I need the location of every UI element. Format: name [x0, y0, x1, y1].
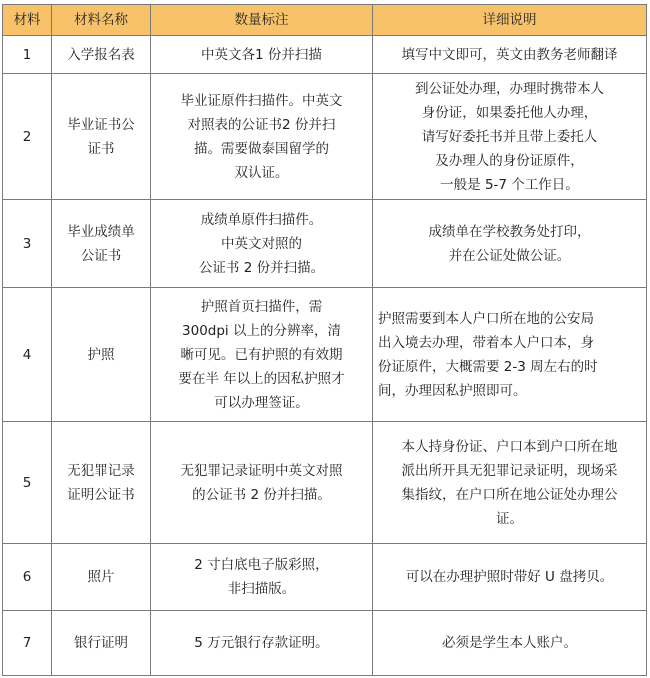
row-number: 4 [3, 288, 52, 422]
material-name-cell-line: 入学报名表 [67, 46, 135, 63]
detail-cell-line: 填写中文即可，英文由教务老师翻译 [401, 46, 618, 63]
quantity-note-cell-line: 可以办理签证。 [214, 394, 309, 411]
quantity-note-cell [151, 36, 373, 74]
detail-cell-line: 并在公证处做公证。 [448, 247, 571, 264]
row-number: 3 [3, 200, 52, 288]
quantity-note-cell-line: 公证书 2 份并扫描。 [198, 259, 325, 276]
quantity-note-cell [151, 288, 373, 422]
row-number: 2 [3, 74, 52, 200]
quantity-note-cell-line: 非扫描版。 [227, 581, 296, 597]
detail-cell-line: 本人持身份证、户口本到户口所在地 [401, 438, 618, 455]
header-no: 材料 [3, 5, 52, 36]
material-name-cell-line: 照片 [87, 569, 115, 585]
detail-cell-line: 护照需要到本人户口所在地的公安局 [378, 310, 594, 327]
material-name-cell-line: 毕业证书公 [67, 116, 135, 133]
quantity-note-cell-line: 5 万元银行存款证明。 [194, 635, 329, 651]
material-name-cell [52, 288, 151, 422]
quantity-note-cell [151, 200, 373, 288]
detail-cell [373, 74, 647, 200]
material-name-cell [52, 544, 151, 611]
table-row [3, 288, 647, 422]
detail-cell-line: 集指纹，在户口所在地公证处办理公 [401, 486, 618, 503]
quantity-note-cell-line: 毕业证原件扫描件。中英文 [180, 92, 343, 109]
table-row [3, 36, 647, 74]
quantity-note-cell-line: 成绩单原件扫描件。 [200, 211, 323, 228]
quantity-note-cell-line: 的公证书 2 份并扫描。 [192, 486, 331, 503]
table-header-row [3, 5, 647, 36]
quantity-note-cell-line: 要在半 年以上的因私护照才 [178, 370, 345, 387]
detail-cell-line: 成绩单在学校教务处打印， [428, 223, 591, 240]
material-name-cell-line: 无犯罪记录 [67, 462, 135, 479]
detail-cell [373, 422, 647, 544]
quantity-note-cell-line: 晰可见。已有护照的有效期 [180, 346, 343, 363]
detail-cell-line: 到公证处办理，办理时携带本人 [415, 80, 604, 97]
row-number: 6 [3, 544, 52, 611]
material-name-cell-line: 毕业成绩单 [67, 223, 135, 240]
quantity-note-cell-line: 中英文对照的 [221, 235, 302, 252]
row-number: 7 [3, 611, 52, 676]
material-name-cell [52, 74, 151, 200]
material-name-cell-line: 护照 [87, 346, 115, 363]
quantity-note-cell-line: 护照首页扫描件，需 [200, 298, 323, 315]
detail-cell-line: 必须是学生本人账户。 [442, 635, 577, 651]
table-row [3, 422, 647, 544]
detail-cell-line: 间，办理因私护照即可。 [378, 382, 527, 399]
material-name-cell [52, 422, 151, 544]
material-name-cell-line: 公证书 [80, 247, 122, 264]
material-name-cell-line: 证书 [87, 140, 115, 157]
quantity-note-cell-line: 中英文各1 份并扫描 [201, 46, 322, 63]
material-name-cell-line: 银行证明 [74, 635, 128, 651]
header-qty: 数量标注 [151, 5, 373, 36]
detail-cell [373, 200, 647, 288]
detail-cell [373, 288, 647, 422]
material-name-cell [52, 611, 151, 676]
detail-cell-line: 请写好委托书并且带上委托人 [421, 128, 598, 145]
table-row [3, 544, 647, 611]
detail-cell-line: 派出所开具无犯罪记录证明，现场采 [401, 462, 618, 479]
detail-cell-line: 身份证，如果委托他人办理， [421, 104, 598, 121]
table-row [3, 74, 647, 200]
quantity-note-cell-line: 对照表的公证书2 份并扫 [187, 116, 336, 133]
materials-table [2, 4, 647, 676]
detail-cell [373, 611, 647, 676]
detail-cell-line: 出入境去办理，带着本人户口本，身 [378, 334, 594, 351]
quantity-note-cell-line: 无犯罪记录证明中英文对照 [180, 462, 343, 479]
row-number: 5 [3, 422, 52, 544]
detail-cell [373, 544, 647, 611]
table-row [3, 200, 647, 288]
quantity-note-cell-line: 300dpi 以上的分辨率，清 [182, 322, 341, 339]
table-row [3, 611, 647, 676]
detail-cell-line: 一般是 5-7 个工作日。 [440, 176, 579, 193]
quantity-note-cell-line: 描。需要做泰国留学的 [194, 140, 329, 157]
quantity-note-cell-line: 双认证。 [234, 164, 289, 181]
header-name: 材料名称 [52, 5, 151, 36]
quantity-note-cell [151, 74, 373, 200]
quantity-note-cell [151, 544, 373, 611]
detail-cell [373, 36, 647, 74]
quantity-note-cell [151, 611, 373, 676]
detail-cell-line: 及办理人的身份证原件， [435, 152, 584, 169]
row-number: 1 [3, 36, 52, 74]
detail-cell-line: 可以在办理护照时带好 U 盘拷贝。 [405, 569, 614, 585]
detail-cell-line: 证。 [496, 510, 523, 527]
quantity-note-cell [151, 422, 373, 544]
header-detail: 详细说明 [373, 5, 647, 36]
detail-cell-line: 份证原件，大概需要 2-3 周左右的时 [378, 358, 598, 375]
material-name-cell-line: 证明公证书 [67, 486, 135, 503]
material-name-cell [52, 200, 151, 288]
material-name-cell [52, 36, 151, 74]
quantity-note-cell-line: 2 寸白底电子版彩照， [194, 557, 329, 573]
